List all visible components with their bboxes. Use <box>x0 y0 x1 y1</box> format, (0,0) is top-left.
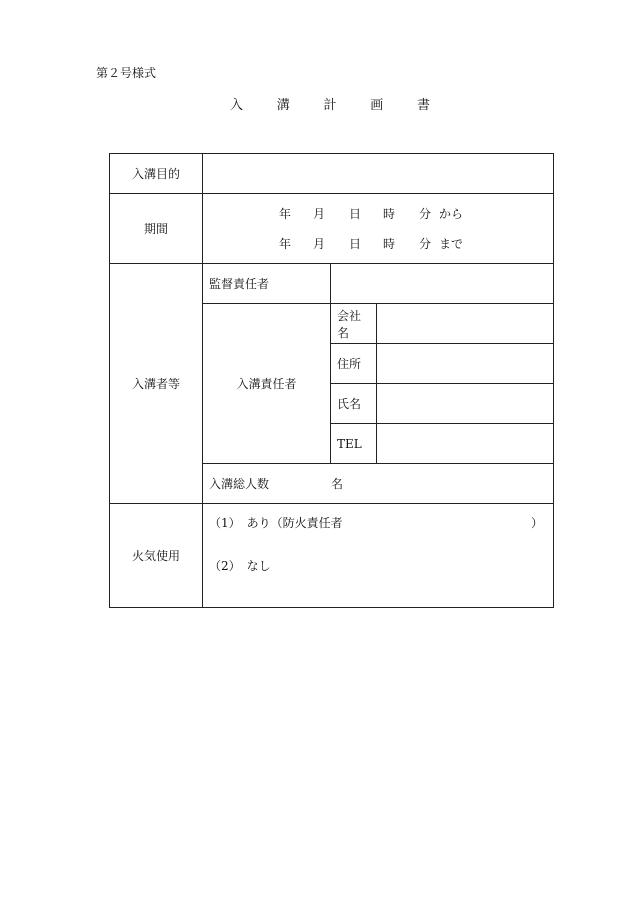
tel-label: TEL <box>331 424 377 464</box>
name-label: 氏名 <box>331 384 377 424</box>
fire-option-yes-close: ） <box>531 516 544 530</box>
entrants-label: 入溝者等 <box>110 264 203 504</box>
period-start-line <box>279 199 547 229</box>
period-day: 日 <box>349 236 362 251</box>
title-char: 書 <box>416 98 430 113</box>
purpose-value[interactable] <box>203 154 554 194</box>
period-month: 月 <box>313 236 326 251</box>
period-value[interactable] <box>203 194 554 264</box>
plan-form-table <box>109 153 554 608</box>
purpose-label: 入溝目的 <box>110 154 203 194</box>
period-minute: 分 <box>419 206 432 221</box>
period-from: から <box>439 206 464 221</box>
total-entrants-cell[interactable] <box>203 464 554 504</box>
fire-option-yes: （1） あり（防火責任者 <box>209 516 343 530</box>
period-label: 期間 <box>110 194 203 264</box>
document-title <box>230 94 430 113</box>
address-label: 住所 <box>331 344 377 384</box>
period-minute: 分 <box>419 236 432 251</box>
period-day: 日 <box>349 206 362 221</box>
company-label: 会社名 <box>331 304 377 344</box>
fire-option-no: （2） なし <box>209 559 271 573</box>
period-end-line <box>279 229 547 259</box>
address-value[interactable] <box>377 344 554 384</box>
total-label: 入溝総人数 <box>209 477 270 491</box>
title-char: 入 <box>230 98 244 113</box>
period-until: まで <box>439 236 464 251</box>
fire-options-cell[interactable] <box>203 504 554 608</box>
name-value[interactable] <box>377 384 554 424</box>
supervisor-value[interactable] <box>331 264 554 304</box>
title-char: 溝 <box>276 98 290 113</box>
total-unit: 名 <box>331 477 344 491</box>
period-year: 年 <box>279 236 292 251</box>
period-month: 月 <box>313 206 326 221</box>
title-char: 画 <box>370 98 384 113</box>
supervisor-label: 監督責任者 <box>203 264 331 304</box>
company-value[interactable] <box>377 304 554 344</box>
tel-value[interactable] <box>377 424 554 464</box>
period-hour: 時 <box>383 236 396 251</box>
period-year: 年 <box>279 206 292 221</box>
responsible-label: 入溝責任者 <box>203 304 331 464</box>
fire-label: 火気使用 <box>110 504 203 608</box>
form-number: 第２号様式 <box>96 66 157 80</box>
title-char: 計 <box>323 98 337 113</box>
period-hour: 時 <box>383 206 396 221</box>
